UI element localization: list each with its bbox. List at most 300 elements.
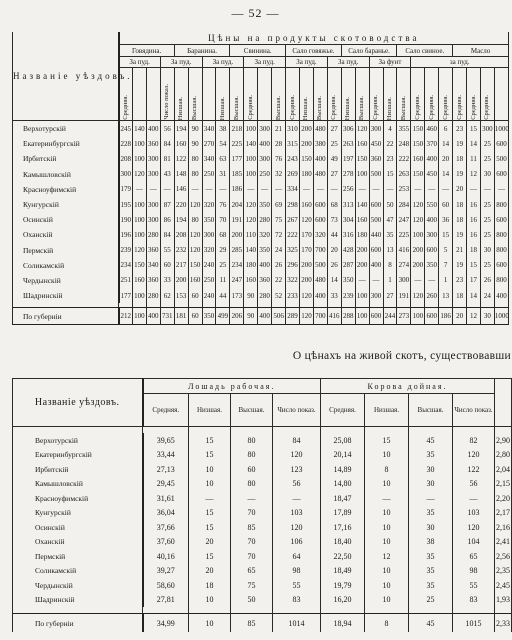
column-heading: Число показ. bbox=[273, 394, 321, 427]
price-cell: 140 bbox=[244, 243, 258, 258]
price-cell: 194 bbox=[174, 212, 188, 227]
price-cell: — bbox=[425, 182, 439, 197]
price-cell: 10 bbox=[365, 578, 409, 593]
price-cell: 14 bbox=[467, 136, 481, 151]
price-cell: 43 bbox=[160, 167, 174, 182]
price-cell: 355 bbox=[397, 121, 411, 137]
price-cell: 100 bbox=[132, 227, 146, 242]
price-cell: 69 bbox=[272, 197, 286, 212]
price-cell: 340 bbox=[202, 151, 216, 166]
price-cell: 19 bbox=[453, 227, 467, 242]
total-cell: 416 bbox=[327, 308, 341, 325]
price-cell: 15 bbox=[189, 448, 231, 463]
column-heading bbox=[480, 68, 494, 121]
column-heading-text: Средняя. bbox=[441, 95, 449, 120]
price-cell: 110 bbox=[244, 227, 258, 242]
price-cell: 36 bbox=[439, 212, 453, 227]
price-cell: 269 bbox=[286, 167, 300, 182]
price-cell: — bbox=[244, 182, 258, 197]
price-cell: 70 bbox=[231, 506, 273, 521]
price-cell: 98 bbox=[453, 564, 495, 579]
district-name-header: Названіе уѣздовъ. bbox=[13, 32, 119, 121]
price-cell: 58,60 bbox=[143, 578, 189, 593]
price-cell: 150 bbox=[411, 167, 425, 182]
price-cell: 225 bbox=[230, 136, 244, 151]
total-cell: 731 bbox=[160, 308, 174, 325]
unit-label-1: За пуд. bbox=[160, 57, 202, 68]
total-cell: 400 bbox=[146, 308, 160, 325]
price-cell: 100 bbox=[132, 136, 146, 151]
price-cell: 76 bbox=[216, 197, 230, 212]
price-cell: 36,04 bbox=[143, 506, 189, 521]
price-cell: 33 bbox=[327, 288, 341, 303]
price-cell: 15 bbox=[189, 520, 231, 535]
total-cell: 90 bbox=[244, 308, 258, 325]
total-cell: 499 bbox=[216, 308, 230, 325]
price-cell: 17,89 bbox=[321, 506, 365, 521]
price-cell: 38 bbox=[409, 535, 453, 550]
price-cell: 285 bbox=[230, 243, 244, 258]
price-cell: 120 bbox=[188, 227, 202, 242]
price-cell: 22 bbox=[383, 136, 397, 151]
price-cell: 325 bbox=[286, 243, 300, 258]
column-heading-text: Низшая. bbox=[177, 96, 185, 120]
table-row bbox=[13, 593, 512, 608]
price-cell: 80 bbox=[231, 477, 273, 492]
price-cell: 72 bbox=[272, 227, 286, 242]
total-cell: 600 bbox=[369, 308, 383, 325]
price-cell: 2,90 bbox=[495, 433, 512, 448]
price-cell: 100 bbox=[132, 288, 146, 303]
price-cell: 56 bbox=[453, 477, 495, 492]
price-cell: 600 bbox=[494, 167, 508, 182]
price-cell: 400 bbox=[494, 288, 508, 303]
price-cell: 60 bbox=[160, 258, 174, 273]
district-name: Осинскій bbox=[13, 212, 119, 227]
price-cell: 208 bbox=[119, 151, 133, 166]
price-cell: 600 bbox=[494, 136, 508, 151]
price-cell: 120 bbox=[355, 121, 369, 137]
table-row bbox=[13, 564, 512, 579]
column-heading bbox=[383, 68, 397, 121]
district-name: Пермскій bbox=[13, 243, 119, 258]
price-cell: 18 bbox=[453, 197, 467, 212]
price-cell: 190 bbox=[119, 212, 133, 227]
district-name: Екатеринбургскій bbox=[13, 448, 143, 463]
price-cell: 250 bbox=[202, 167, 216, 182]
price-cell: 600 bbox=[313, 212, 327, 227]
district-name: Оханскій bbox=[13, 227, 119, 242]
price-cell: 100 bbox=[244, 121, 258, 137]
price-cell: 315 bbox=[286, 136, 300, 151]
total-cell: 600 bbox=[425, 308, 439, 325]
price-cell: 14,80 bbox=[321, 477, 365, 492]
price-cell: 86 bbox=[160, 212, 174, 227]
total-cell: 18,94 bbox=[321, 614, 365, 633]
price-cell: 23 bbox=[453, 121, 467, 137]
price-cell: 16,20 bbox=[321, 593, 365, 608]
price-cell: 300 bbox=[146, 197, 160, 212]
price-cell: — bbox=[273, 491, 321, 506]
price-cell: 400 bbox=[146, 121, 160, 137]
price-cell: 10 bbox=[189, 462, 231, 477]
price-cell: 263 bbox=[397, 167, 411, 182]
district-name: Осинскій bbox=[13, 520, 143, 535]
price-cell: 160 bbox=[132, 273, 146, 288]
price-cell: 200 bbox=[411, 243, 425, 258]
price-cell: 140 bbox=[355, 197, 369, 212]
price-cell: 120 bbox=[273, 448, 321, 463]
price-cell: 30 bbox=[409, 477, 453, 492]
product-group-1: Баранина. bbox=[174, 45, 230, 57]
product-group-4: Сало баранье. bbox=[341, 45, 397, 57]
price-cell: 306 bbox=[341, 121, 355, 137]
total-cell: 100 bbox=[132, 308, 146, 325]
table-row bbox=[13, 197, 509, 212]
price-cell: — bbox=[480, 182, 494, 197]
price-cell: 120 bbox=[244, 212, 258, 227]
price-cell: 84 bbox=[273, 433, 321, 448]
price-cell: 35 bbox=[383, 227, 397, 242]
table-row bbox=[13, 448, 512, 463]
column-heading-text: Низшая. bbox=[344, 96, 352, 120]
column-heading: Высшая. bbox=[409, 394, 453, 427]
price-cell: 65 bbox=[231, 564, 273, 579]
price-cell: 15 bbox=[189, 433, 231, 448]
district-name: Чердынскій bbox=[13, 273, 119, 288]
price-cell: 22,50 bbox=[321, 549, 365, 564]
price-cell: 98 bbox=[273, 564, 321, 579]
column-heading-text: Высшая. bbox=[232, 95, 240, 120]
price-cell: 280 bbox=[146, 227, 160, 242]
price-cell: 300 bbox=[146, 212, 160, 227]
price-cell: 416 bbox=[397, 243, 411, 258]
price-cell: 64 bbox=[273, 549, 321, 564]
price-cell: 24 bbox=[480, 288, 494, 303]
price-cell: 44 bbox=[216, 288, 230, 303]
total-cell: 8 bbox=[365, 614, 409, 633]
total-cell: 85 bbox=[231, 614, 273, 633]
price-cell: 150 bbox=[188, 258, 202, 273]
unit-label-6: За фунт bbox=[369, 57, 411, 68]
price-cell: 26 bbox=[327, 258, 341, 273]
price-cell: 26 bbox=[272, 258, 286, 273]
table1-title: Цѣны на продукты скотоводства bbox=[119, 32, 509, 45]
column-heading bbox=[230, 68, 244, 121]
price-cell: 18 bbox=[453, 151, 467, 166]
price-cell: 316 bbox=[341, 227, 355, 242]
price-cell: 17,16 bbox=[321, 520, 365, 535]
column-heading-text: Высшая. bbox=[358, 95, 366, 120]
table-row bbox=[13, 227, 509, 242]
price-cell: 55 bbox=[160, 243, 174, 258]
price-cell: 340 bbox=[202, 121, 216, 137]
price-cell: 25 bbox=[480, 197, 494, 212]
total-row bbox=[13, 614, 512, 633]
price-cell: 11 bbox=[467, 151, 481, 166]
price-cell: 49 bbox=[327, 151, 341, 166]
price-cell: 240 bbox=[202, 258, 216, 273]
price-cell: 122 bbox=[453, 462, 495, 477]
price-cell: 15 bbox=[467, 121, 481, 137]
price-cell: 19 bbox=[453, 167, 467, 182]
price-cell: 18 bbox=[453, 288, 467, 303]
price-cell: 106 bbox=[273, 535, 321, 550]
price-cell: 17 bbox=[467, 273, 481, 288]
price-cell: 15 bbox=[189, 506, 231, 521]
column-heading-text: Средняя. bbox=[246, 95, 254, 120]
column-heading bbox=[494, 68, 508, 121]
price-cell: 350 bbox=[202, 212, 216, 227]
price-cell: 16 bbox=[467, 212, 481, 227]
column-heading-text: Высшая. bbox=[399, 95, 407, 120]
price-cell: 267 bbox=[286, 212, 300, 227]
column-heading bbox=[299, 68, 313, 121]
price-cell: — bbox=[369, 273, 383, 288]
price-cell: 50 bbox=[383, 197, 397, 212]
group-horse: Лошадь рабочая. bbox=[143, 379, 321, 394]
price-cell: 140 bbox=[244, 136, 258, 151]
price-cell: 35 bbox=[409, 564, 453, 579]
price-cell: 194 bbox=[174, 121, 188, 137]
column-heading-text: Высшая. bbox=[274, 95, 282, 120]
price-cell: 20,14 bbox=[321, 448, 365, 463]
price-cell: — bbox=[313, 182, 327, 197]
price-cell: 40,16 bbox=[143, 549, 189, 564]
column-heading-text: Средняя. bbox=[288, 95, 296, 120]
price-cell: — bbox=[411, 182, 425, 197]
price-cell: 191 bbox=[397, 288, 411, 303]
price-cell: 440 bbox=[369, 227, 383, 242]
price-cell: 300 bbox=[146, 151, 160, 166]
table-row bbox=[13, 549, 512, 564]
province-total-label: По губерніи bbox=[13, 614, 143, 633]
price-cell: 100 bbox=[132, 197, 146, 212]
price-cell: 220 bbox=[174, 197, 188, 212]
price-cell: 263 bbox=[341, 136, 355, 151]
price-cell: 150 bbox=[411, 121, 425, 137]
price-cell: 11 bbox=[216, 273, 230, 288]
price-cell: 120 bbox=[411, 212, 425, 227]
column-heading-text: Высшая. bbox=[316, 95, 324, 120]
price-cell: 300 bbox=[146, 167, 160, 182]
price-cell: 350 bbox=[425, 258, 439, 273]
price-cell: 90 bbox=[188, 136, 202, 151]
price-cell: 18,47 bbox=[321, 491, 365, 506]
price-cell: 80 bbox=[231, 448, 273, 463]
price-cell: 30 bbox=[480, 243, 494, 258]
price-cell: 400 bbox=[425, 212, 439, 227]
price-cell: 10 bbox=[365, 564, 409, 579]
total-cell: 400 bbox=[258, 308, 272, 325]
price-cell: 4 bbox=[383, 121, 397, 137]
price-cell: 120 bbox=[299, 212, 313, 227]
price-cell: 2,20 bbox=[495, 491, 512, 506]
price-cell: 120 bbox=[273, 520, 321, 535]
price-cell: 2,80 bbox=[495, 448, 512, 463]
price-cell: 300 bbox=[258, 121, 272, 137]
price-cell: 300 bbox=[119, 167, 133, 182]
column-heading-text: Средняя. bbox=[413, 95, 421, 120]
column-heading bbox=[202, 68, 216, 121]
price-cell: 28 bbox=[272, 136, 286, 151]
price-cell: 120 bbox=[299, 288, 313, 303]
price-cell: 56 bbox=[160, 121, 174, 137]
price-cell: 120 bbox=[188, 243, 202, 258]
price-cell: 360 bbox=[258, 273, 272, 288]
price-cell: 25 bbox=[480, 227, 494, 242]
price-cell: 70 bbox=[231, 535, 273, 550]
price-cell: 20 bbox=[189, 535, 231, 550]
price-cell: 18,40 bbox=[321, 535, 365, 550]
price-cell: 160 bbox=[244, 273, 258, 288]
price-cell: 20 bbox=[453, 182, 467, 197]
price-cell: 37,66 bbox=[143, 520, 189, 535]
province-total-label: По губерніи bbox=[13, 308, 119, 325]
price-cell: 280 bbox=[258, 212, 272, 227]
price-cell: — bbox=[425, 273, 439, 288]
table-row bbox=[13, 535, 512, 550]
price-cell: 800 bbox=[494, 227, 508, 242]
column-heading: Низшая. bbox=[365, 394, 409, 427]
table-row bbox=[13, 151, 509, 166]
price-cell: 15 bbox=[365, 433, 409, 448]
price-cell: 196 bbox=[119, 227, 133, 242]
price-cell: 300 bbox=[369, 288, 383, 303]
price-cell: 35 bbox=[409, 549, 453, 564]
price-cell: 600 bbox=[369, 197, 383, 212]
price-cell: 87 bbox=[160, 197, 174, 212]
price-cell: 400 bbox=[258, 136, 272, 151]
column-heading-text: Высшая. bbox=[191, 95, 199, 120]
price-cell: 222 bbox=[397, 151, 411, 166]
price-cell: 360 bbox=[146, 273, 160, 288]
total-cell: 506 bbox=[272, 308, 286, 325]
price-cell: 1 bbox=[383, 273, 397, 288]
price-cell: 83 bbox=[453, 593, 495, 608]
price-cell: 19 bbox=[453, 136, 467, 151]
price-cell: 10 bbox=[189, 477, 231, 492]
table-row bbox=[13, 506, 512, 521]
price-cell: 228 bbox=[119, 136, 133, 151]
column-heading-text: Средняя. bbox=[483, 95, 491, 120]
price-cell: 2,16 bbox=[495, 520, 512, 535]
price-cell: 253 bbox=[397, 182, 411, 197]
price-cell: 173 bbox=[230, 288, 244, 303]
price-cell: 150 bbox=[132, 258, 146, 273]
price-cell: 37,60 bbox=[143, 535, 189, 550]
price-cell: 30 bbox=[480, 167, 494, 182]
column-heading-text: Низшая. bbox=[218, 96, 226, 120]
price-cell: 19 bbox=[453, 258, 467, 273]
price-cell: 1000 bbox=[494, 121, 508, 137]
price-cell: 29,45 bbox=[143, 477, 189, 492]
price-cell: 460 bbox=[425, 121, 439, 137]
total-row bbox=[13, 308, 509, 325]
price-cell: 25 bbox=[480, 258, 494, 273]
price-cell: 120 bbox=[453, 448, 495, 463]
price-cell: 47 bbox=[383, 212, 397, 227]
price-cell: 13 bbox=[383, 243, 397, 258]
price-cell: 2,56 bbox=[495, 549, 512, 564]
price-cell: 360 bbox=[146, 243, 160, 258]
price-cell: 298 bbox=[286, 197, 300, 212]
price-cell: 310 bbox=[286, 121, 300, 137]
price-cell: 148 bbox=[174, 167, 188, 182]
district-name: Камышловскій bbox=[13, 477, 143, 492]
total-cell: 10 bbox=[189, 614, 231, 633]
price-cell: 23 bbox=[383, 151, 397, 166]
price-cell: 296 bbox=[286, 258, 300, 273]
total-cell: 206 bbox=[230, 308, 244, 325]
price-cell: 13 bbox=[439, 288, 453, 303]
district-name: Шадринскій bbox=[13, 288, 119, 303]
price-cell: 304 bbox=[341, 212, 355, 227]
table-row bbox=[13, 462, 512, 477]
price-cell: 150 bbox=[411, 136, 425, 151]
district-name: Кунгурскій bbox=[13, 506, 143, 521]
price-cell: 63 bbox=[216, 151, 230, 166]
column-heading: Высшая. bbox=[231, 394, 273, 427]
price-cell: 10 bbox=[189, 593, 231, 608]
price-cell: 208 bbox=[174, 227, 188, 242]
price-cell: 35 bbox=[409, 578, 453, 593]
table-row bbox=[13, 167, 509, 182]
price-cell: 2,04 bbox=[495, 462, 512, 477]
section-subtitle: О цѣнахъ на живой скотъ, существовавши bbox=[292, 350, 511, 362]
price-cell: 32 bbox=[272, 167, 286, 182]
price-cell: 33 bbox=[160, 273, 174, 288]
price-cell: 45 bbox=[409, 433, 453, 448]
price-cell: 232 bbox=[174, 243, 188, 258]
price-cell: — bbox=[160, 182, 174, 197]
price-cell: 120 bbox=[411, 197, 425, 212]
price-cell: 20 bbox=[327, 243, 341, 258]
price-cell: 60 bbox=[231, 462, 273, 477]
price-cell: 75 bbox=[231, 578, 273, 593]
total-cell: 20 bbox=[453, 308, 467, 325]
price-cell: 370 bbox=[425, 136, 439, 151]
price-cell: 20 bbox=[189, 564, 231, 579]
price-cell: 260 bbox=[425, 288, 439, 303]
price-cell: 25 bbox=[480, 136, 494, 151]
price-cell: 103 bbox=[453, 506, 495, 521]
price-cell: 239 bbox=[341, 288, 355, 303]
column-heading: Средняя. bbox=[321, 394, 365, 427]
total-cell: 120 bbox=[299, 308, 313, 325]
table-row bbox=[13, 212, 509, 227]
product-group-0: Говядина. bbox=[119, 45, 175, 57]
price-cell: 480 bbox=[313, 121, 327, 137]
price-cell: 55 bbox=[273, 578, 321, 593]
unit-label-0: За пуд. bbox=[119, 57, 161, 68]
price-cell: 84 bbox=[160, 136, 174, 151]
price-cell: 62 bbox=[160, 288, 174, 303]
price-cell: 245 bbox=[119, 121, 133, 137]
price-cell: 280 bbox=[146, 288, 160, 303]
price-cell: 1,93 bbox=[495, 593, 512, 608]
price-cell: 360 bbox=[146, 136, 160, 151]
price-cell: 26 bbox=[480, 273, 494, 288]
price-cell: 25 bbox=[327, 136, 341, 151]
price-cell: 44 bbox=[327, 227, 341, 242]
price-cell: 284 bbox=[397, 197, 411, 212]
total-cell: 34,99 bbox=[143, 614, 189, 633]
unit-label-3: За пуд. bbox=[244, 57, 286, 68]
total-cell: 288 bbox=[341, 308, 355, 325]
price-cell: 80 bbox=[188, 167, 202, 182]
livestock-products-price-table bbox=[12, 32, 509, 325]
